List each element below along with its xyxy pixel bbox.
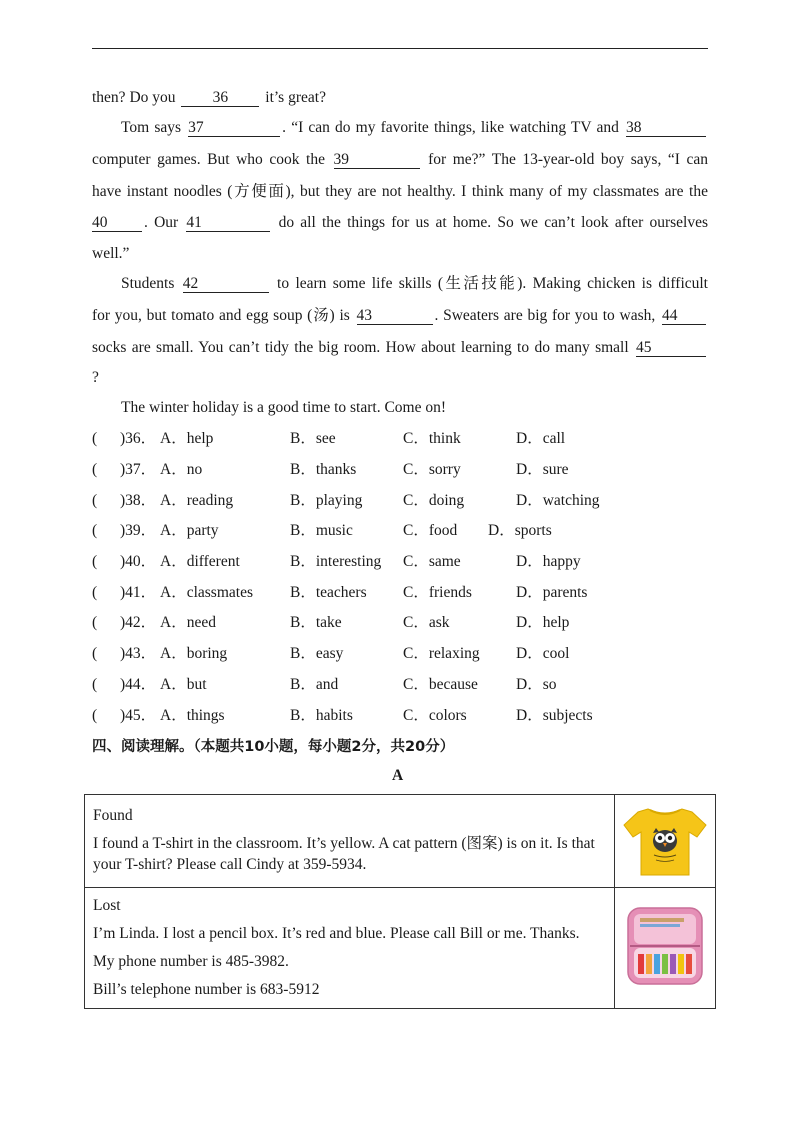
answer-paren[interactable]: ( (92, 645, 98, 662)
blank-40[interactable]: 40 (92, 215, 142, 232)
passage-line-1: then? Do you 36 it’s great? (92, 89, 326, 106)
option-d[interactable]: D．sure (516, 461, 569, 478)
blank-44[interactable]: 44 (662, 308, 706, 325)
option-a[interactable]: A．classmates (160, 584, 253, 601)
passage-line-5: 40 . Our 41 do all the things for us at home. So we can’t look after ourselves (92, 214, 708, 231)
question-number: )39． (120, 522, 157, 539)
question-number: )42． (120, 614, 157, 631)
option-b[interactable]: B．teachers (290, 584, 367, 601)
yellow-tshirt-owl-icon (620, 803, 710, 879)
answer-paren[interactable]: ( (92, 461, 98, 478)
notice-table (84, 794, 716, 1009)
option-b[interactable]: B．habits (290, 707, 353, 724)
blank-41[interactable]: 41 (186, 215, 270, 232)
option-d[interactable]: D．call (516, 430, 566, 447)
lost-title: Lost (93, 897, 121, 914)
option-d[interactable]: D．cool (516, 645, 570, 662)
question-number: )37． (120, 461, 157, 478)
option-c[interactable]: C．relaxing (403, 645, 480, 662)
lost-text-cell (85, 888, 615, 1009)
option-b[interactable]: B．and (290, 676, 339, 693)
option-c[interactable]: C．friends (403, 584, 472, 601)
option-b[interactable]: B．playing (290, 492, 363, 509)
found-body: I found a T-shirt in the classroom. It’s yellow. A cat pattern (图案) is on it. Is that your T-shirt? Please call Cindy at 359-5934. (93, 835, 595, 873)
option-a[interactable]: A．different (160, 553, 240, 570)
found-text-cell (85, 795, 615, 888)
option-d[interactable]: D．sports (488, 522, 552, 539)
passage-line-11: The winter holiday is a good time to start. Come on! (121, 399, 447, 416)
option-b[interactable]: B．music (290, 522, 353, 539)
option-c[interactable]: C．food (403, 522, 458, 539)
question-number: )43． (120, 645, 157, 662)
passage-line-9: socks are small. You can’t tidy the big room. How about learning to do many small 45 (92, 338, 708, 358)
found-title: Found (93, 807, 133, 824)
blank-45[interactable]: 45 (636, 340, 706, 357)
answer-paren[interactable]: ( (92, 492, 98, 509)
option-c[interactable]: C．sorry (403, 461, 461, 478)
lost-line-2: My phone number is 485-3982. (93, 953, 289, 970)
option-a[interactable]: A．but (160, 676, 207, 693)
option-d[interactable]: D．so (516, 676, 557, 693)
option-c[interactable]: C．doing (403, 492, 465, 509)
blank-42[interactable]: 42 (183, 276, 269, 293)
lost-row (85, 888, 716, 1009)
answer-paren[interactable]: ( (92, 522, 98, 539)
option-b[interactable]: B．interesting (290, 553, 382, 570)
blank-38[interactable]: 38 (626, 120, 706, 137)
option-a[interactable]: A．help (160, 430, 214, 447)
passage-line-6: well.” (92, 245, 130, 262)
answer-paren[interactable]: ( (92, 614, 98, 631)
blank-39[interactable]: 39 (334, 152, 420, 169)
question-number: )38． (120, 492, 157, 509)
answer-paren[interactable]: ( (92, 430, 98, 447)
passage-line-2: Tom says 37 . “I can do my favorite things, like watching TV and 38 (121, 118, 708, 138)
option-d[interactable]: D．happy (516, 553, 581, 570)
question-number: )44． (120, 676, 157, 693)
option-b[interactable]: B．take (290, 614, 342, 631)
lost-line-3: Bill’s telephone number is 683-5912 (93, 981, 320, 998)
section-letter: A (392, 767, 404, 784)
question-number: )36． (120, 430, 157, 447)
option-c[interactable]: C．because (403, 676, 478, 693)
option-d[interactable]: D．parents (516, 584, 588, 601)
passage-line-4: have instant noodles (方便面), but they are not healthy. I think many of my classmates are the (92, 183, 708, 200)
passage-line-3: computer games. But who cook the 39 for me?” The 13-year-old boy says, “I can (92, 151, 708, 168)
answer-paren[interactable]: ( (92, 584, 98, 601)
option-a[interactable]: A．reading (160, 492, 234, 509)
question-number: )41． (120, 584, 157, 601)
option-d[interactable]: D．subjects (516, 707, 593, 724)
option-a[interactable]: A．no (160, 461, 203, 478)
question-number: )40． (120, 553, 157, 570)
passage-line-7: Students 42 to learn some life skills (生活技能). Making chicken is difficult (121, 275, 708, 292)
header-rule (92, 48, 708, 49)
answer-paren[interactable]: ( (92, 553, 98, 570)
option-c[interactable]: C．think (403, 430, 461, 447)
blank-37[interactable]: 37 (188, 120, 280, 137)
option-d[interactable]: D．help (516, 614, 570, 631)
option-a[interactable]: A．things (160, 707, 225, 724)
pink-pencil-box-icon (622, 904, 708, 988)
option-c[interactable]: C．ask (403, 614, 450, 631)
option-a[interactable]: A．boring (160, 645, 228, 662)
option-b[interactable]: B．easy (290, 645, 344, 662)
blank-36[interactable]: 36 (181, 90, 259, 107)
found-row (85, 795, 716, 888)
lost-image-cell (615, 888, 716, 1009)
question-number: )45． (120, 707, 157, 724)
answer-paren[interactable]: ( (92, 707, 98, 724)
answer-paren[interactable]: ( (92, 676, 98, 693)
option-b[interactable]: B．see (290, 430, 336, 447)
found-image-cell (615, 795, 716, 888)
option-c[interactable]: C．colors (403, 707, 467, 724)
passage-line-8: for you, but tomato and egg soup (汤) is 43 . Sweaters are big for you to wash, 44 (92, 306, 708, 326)
passage-line-10: ? (92, 369, 99, 386)
blank-43[interactable]: 43 (357, 308, 433, 325)
option-a[interactable]: A．party (160, 522, 219, 539)
section-heading: 四、阅读理解。（本题共10小题，每小题2分，共20分） (92, 739, 455, 755)
lost-line-1: I’m Linda. I lost a pencil box. It’s red and blue. Please call Bill or me. Thanks. (93, 925, 580, 942)
option-d[interactable]: D．watching (516, 492, 600, 509)
option-a[interactable]: A．need (160, 614, 216, 631)
option-c[interactable]: C．same (403, 553, 461, 570)
option-b[interactable]: B．thanks (290, 461, 357, 478)
